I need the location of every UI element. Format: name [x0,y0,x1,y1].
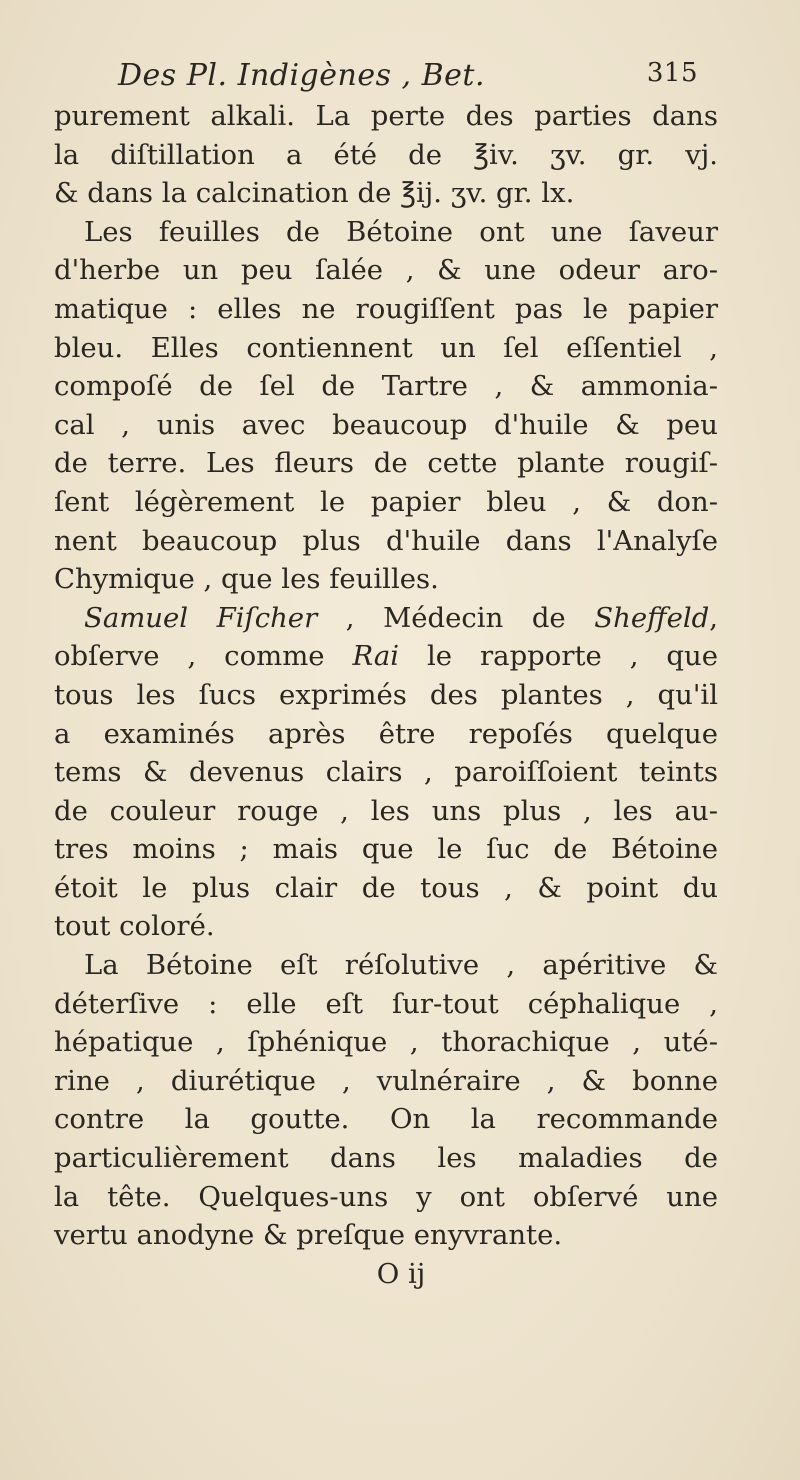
text-line: bleu. Elles contiennent un ſel eſſentiel , [54,331,718,364]
running-title: Des Pl. Indigènes , Bet. [118,58,485,93]
text-fragment: obſerve , comme [54,640,325,673]
text-line-italic-names [54,599,718,638]
text-line: vertu anodyne & preſque enyvrante. [54,1219,563,1252]
text-line: hépatique , ſphénique , thorachique , uté- [54,1026,718,1059]
text-line: de terre. Les fleurs de cette plante rougiſ- [54,447,718,480]
text-line: tout coloré. [54,910,215,943]
text-line: de couleur rouge , les uns plus , les au- [54,794,718,827]
text-line: a examinés après être repoſés quelque [54,717,718,750]
text-line: la diſtillation a été de ℥iv. ʒv. gr. vj. [54,138,718,171]
text-line: tous les ſucs exprimés des plantes , qu'il [54,678,718,711]
text-line: tems & devenus clairs , paroiſſoient teints [54,756,718,789]
text-line-italic-names [54,637,718,676]
text-line: La Bétoine eſt réſolutive , apéritive & [84,949,718,982]
italic-name: Rai [352,640,400,673]
text-line: purement alkali. La perte des parties dans [54,100,718,132]
text-line: contre la goutte. On la recommande [54,1103,718,1136]
text-line: & dans la calcination de ℥ij. ʒv. gr. lx. [54,177,575,210]
text-fragment: le rapporte , que [427,640,719,673]
text-line: Chymique , que les feuilles. [54,563,439,596]
text-line: la tête. Quelques-uns y ont obſervé une [54,1180,718,1213]
italic-name: Sheffeld [594,601,710,634]
text-line: nent beaucoup plus d'huile dans l'Analyſe [54,524,718,557]
running-header [118,58,698,98]
body-text [54,97,718,1293]
text-fragment: , Médecin de [345,601,566,634]
text-line: ſent légèrement le papier bleu , & don- [54,485,718,518]
text-fragment: , [709,601,718,634]
text-line: tres moins ; mais que le ſuc de Bétoine [54,833,718,866]
text-line: matique : elles ne rougiſſent pas le papier [54,292,718,325]
text-line: d'herbe un peu ſalée , & une odeur aro- [54,254,718,287]
text-line: étoit le plus clair de tous , & point du [54,871,718,904]
page-number: 315 [646,58,698,88]
text-line: cal , unis avec beaucoup d'huile & peu [54,408,718,441]
text-line: Les feuilles de Bétoine ont une ſaveur [84,215,718,248]
text-line: compoſé de ſel de Tartre , & ammonia- [54,370,718,403]
catchword-line [54,1255,718,1294]
italic-name: Samuel Fiſcher [84,601,318,634]
text-line: déterſive : elle eſt ſur-tout céphalique , [54,987,718,1020]
catchword: O ij [376,1257,426,1290]
text-line: rine , diurétique , vulnéraire , & bonne [54,1064,718,1097]
text-line: particulièrement dans les maladies de [54,1142,718,1175]
